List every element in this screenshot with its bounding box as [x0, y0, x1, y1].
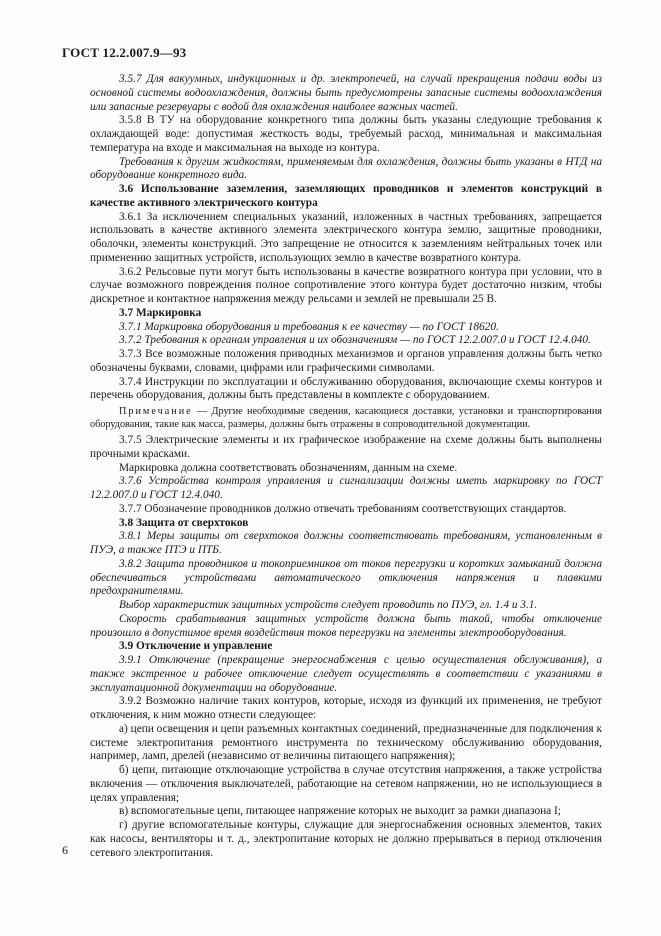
body-paragraph: 3.6.2 Рельсовые пути могут быть использованы в качестве возвратного контура при условии, что в случае возможного повреждения полное сопротивление этого контура будет достаточно низким, чтобы дискретное и контактное напряжения между рельсами и землей не превышали 25 В. — [90, 265, 602, 305]
note-text: — Другие необходимые сведения, касающиеся доставки, установки и транспортирования оборудования, такие как масса, размеры, должны быть отражены в сопроводительной документации. — [90, 406, 602, 430]
body-paragraph: а) цепи освещения и цепи разъемных контактных соединений, предназначенные для подключения к системе электропитания ремонтного инструмента по техническому обслуживанию оборудования, например, ламп, дрелей (независимо от величины питающего напряжения); — [90, 722, 602, 763]
note-paragraph — [90, 406, 602, 431]
body-paragraph: в) вспомогательные цепи, питающее напряжение которых не выходит за рамки диапазона I; — [119, 805, 561, 818]
body-paragraph: 3.7.1 Маркировка оборудования и требования к ее качеству — по ГОСТ 18620. — [119, 320, 499, 333]
body-paragraph: 3.7.5 Электрические элементы и их графическое изображение на схеме должны быть выполнены прочными красками. — [90, 434, 602, 460]
section-heading: 3.8 Защита от сверхтоков — [119, 516, 249, 529]
section-heading: 3.7 Маркировка — [119, 306, 202, 319]
body-paragraph: Выбор характеристик защитных устройств следует проводить по ПУЭ, гл. 1.4 и 3.1. — [119, 599, 538, 612]
body-paragraph: 3.7.4 Инструкции по эксплуатации и обслуживанию оборудования, включающие схемы контуров и перечень оборудования, должны быть представлены в комплекте с оборудованием. — [90, 375, 602, 402]
section-heading: 3.6 Использование заземления, заземляющих проводников и элементов конструкций в качестве активного электрического контура — [90, 183, 602, 209]
body-paragraph: Скорость срабатывания защитных устройств должна быть такой, чтобы отключение произошло в допустимое время воздействия токов перегрузки на элементы электрооборудования. — [90, 612, 602, 639]
body-paragraph: Маркировка должна соответствовать обозначениям, данным на схеме. — [119, 461, 458, 474]
body-paragraph: Требования к другим жидкостям, применяемым для охлаждения, должны быть указаны в НТД на оборудование конкретного вида. — [90, 155, 602, 182]
document-body — [90, 73, 602, 860]
body-paragraph: г) другие вспомогательные контуры, служащие для энергоснабжения основных элементов, таких как насосы, вентиляторы и т. д., электропитание которых не должно прерываться в период отключения сетевого электропитания. — [90, 819, 602, 859]
section-heading: 3.9 Отключение и управление — [119, 640, 273, 653]
body-paragraph: 3.7.6 Устройства контроля управления и сигнализации должны иметь маркировку по ГОСТ 12.2.007.0 и ГОСТ 12.4.040. — [90, 475, 602, 502]
note-label: Примечание — [119, 406, 193, 417]
body-paragraph: 3.7.2 Требования к органам управления и их обозначениям — по ГОСТ 12.2.007.0 и ГОСТ 12.4.040. — [119, 334, 591, 347]
body-paragraph: б) цепи, питающие отключающие устройства в случае отсутствия напряжения, а также устройства включения — отключения выключателей, работающие на сетевом напряжении, но не использующиеся в целях управления; — [90, 764, 602, 804]
body-paragraph: 3.8.2 Защита проводников и токоприемников от токов перегрузки и коротких замыканий должна обеспечиваться устройствами автоматического отключения напряжения и плавкими предохранителями. — [90, 557, 602, 598]
page-header-standard-number: ГОСТ 12.2.007.9—93 — [62, 45, 187, 60]
body-paragraph: 3.9.2 Возможно наличие таких контуров, которые, исходя из функций их применения, не требуют отключения, к ним можно отнести следующее: — [90, 695, 602, 722]
body-paragraph: 3.7.3 Все возможные положения приводных механизмов и органов управления должны быть четко обозначены буквами, словами, цифрами или графическими символами. — [90, 348, 602, 374]
page-number: 6 — [62, 843, 68, 857]
body-paragraph: 3.8.1 Меры защиты от сверхтоков должны соответствовать требованиям, установленным в ПУЭ, а также ПТЭ и ПТБ. — [90, 530, 602, 557]
body-paragraph: 3.5.7 Для вакуумных, индукционных и др. электропечей, на случай прекращения подачи воды из основной системы водоохлаждения, должны быть предусмотрены запасные системы водоохлаждения или запасные резервуары с водой для охлаждения наиболее важных частей. — [90, 73, 602, 113]
body-paragraph: 3.6.1 За исключением специальных указаний, изложенных в частных требованиях, запрещается использовать в качестве активного элемента электрического контура землю, защитные проводники, оболочки, элементы конструкций. Это запрещение не относится к заземлениям нейтральных точек или применению защитных устройств, использующих землю в качестве возвратного контура. — [90, 210, 602, 264]
body-paragraph: 3.5.8 В ТУ на оборудование конкретного типа должны быть указаны следующие требования к охлаждающей воде: допустимая жесткость воды, требуемый расход, минимальная и максимальная температура на входе и максимальная на выходе из контура. — [90, 114, 602, 154]
body-paragraph: 3.7.7 Обозначение проводников должно отвечать требованиям соответствующих стандартов. — [119, 502, 567, 515]
body-paragraph: 3.9.1 Отключение (прекращение энергоснабжения с целью осуществления обслуживания), а также экстренное и рабочее отключение следует осуществлять в соответствии с указаниями в эксплуатационной документации на оборудование. — [90, 654, 602, 694]
